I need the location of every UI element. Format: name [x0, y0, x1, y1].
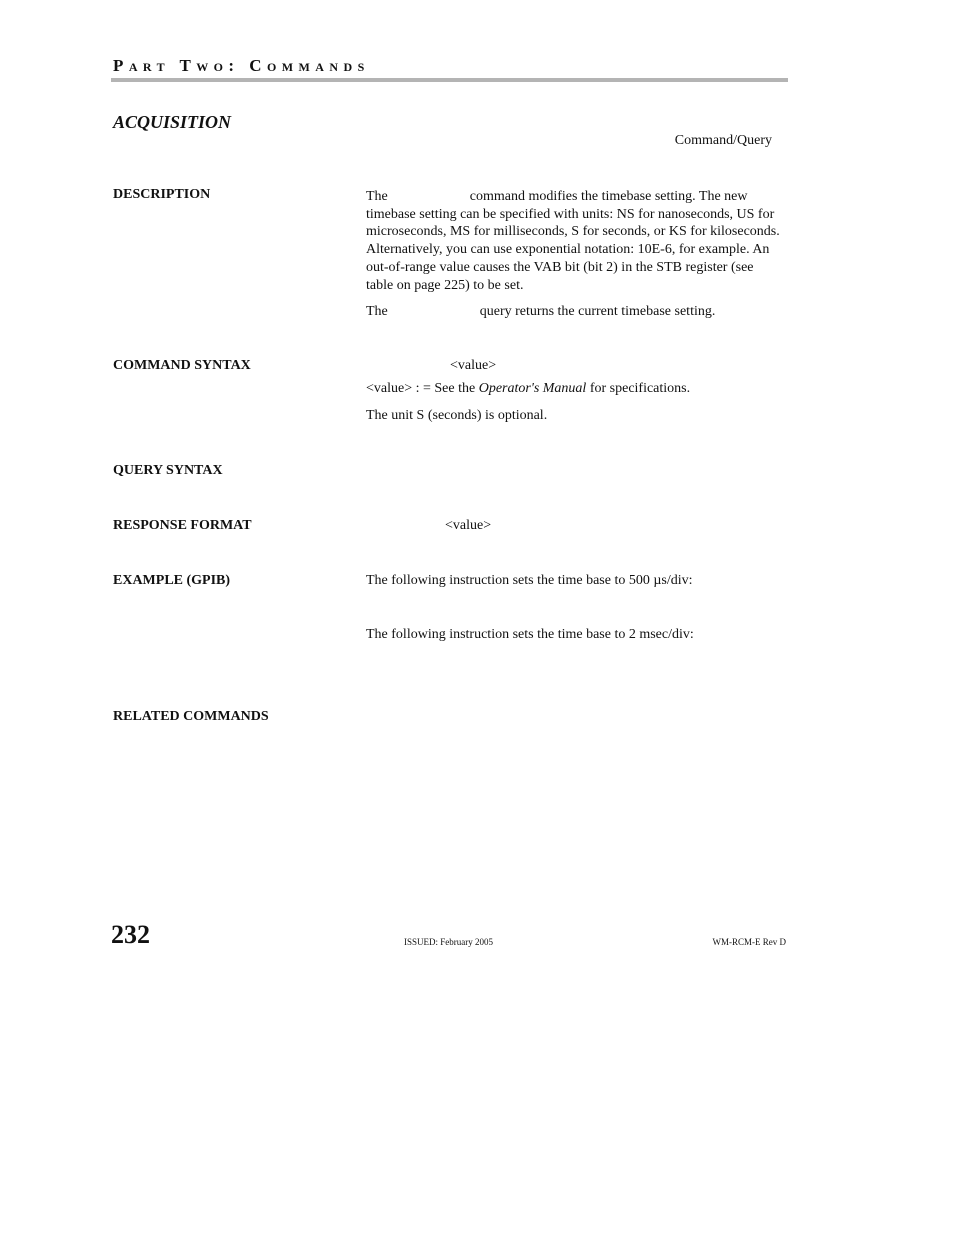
command-syntax-value-def: [366, 381, 690, 397]
response-format-label: RESPONSE FORMAT: [113, 518, 252, 533]
footer-issued: ISSUED: February 2005: [404, 937, 493, 947]
description-paragraph-1: [366, 188, 782, 294]
section-title: ACQUISITION: [113, 112, 232, 132]
footer-revision: WM-RCM-E Rev D: [712, 937, 786, 947]
description-p1-start: The: [366, 189, 388, 204]
example-line-2: The following instruction sets the time base to 2 msec/div:: [366, 627, 694, 642]
response-format-value: <value>: [445, 518, 492, 533]
value-def-manual: Operator's Manual: [478, 381, 587, 396]
related-commands-label: RELATED COMMANDS: [113, 709, 269, 724]
page-number: 232: [111, 920, 150, 949]
value-def-pre: <value> : = See the: [366, 381, 479, 396]
description-p1-rest: command modifies the timebase setting. The new timebase setting can be specified with units: NS for nanoseconds, US for microseconds, MS for milliseconds, S for seconds, or KS for kiloseconds. Alternatively, you can use exponential notation: 10E-6, for example. An out-of-range value causes the VAB bit (bit 2) in the STB register (see table on page 225) to be set.: [366, 189, 780, 293]
example-label: EXAMPLE (GPIB): [113, 573, 231, 588]
query-syntax-label: QUERY SYNTAX: [113, 463, 223, 478]
description-paragraph-2: [366, 303, 782, 321]
command-type: Command/Query: [674, 133, 772, 148]
command-syntax-label: COMMAND SYNTAX: [113, 358, 251, 373]
description-label: DESCRIPTION: [113, 187, 211, 202]
value-def-post: for specifications.: [586, 381, 691, 396]
command-syntax-value: <value>: [450, 358, 497, 373]
command-syntax-unit-note: The unit S (seconds) is optional.: [366, 408, 548, 423]
description-p2-rest: query returns the current timebase setting.: [479, 304, 716, 319]
example-line-1: The following instruction sets the time base to 500 µs/div:: [366, 573, 693, 588]
header-title: Part Two: Commands: [113, 56, 370, 75]
header-rule: [111, 78, 788, 82]
description-p2-start: The: [366, 304, 388, 319]
